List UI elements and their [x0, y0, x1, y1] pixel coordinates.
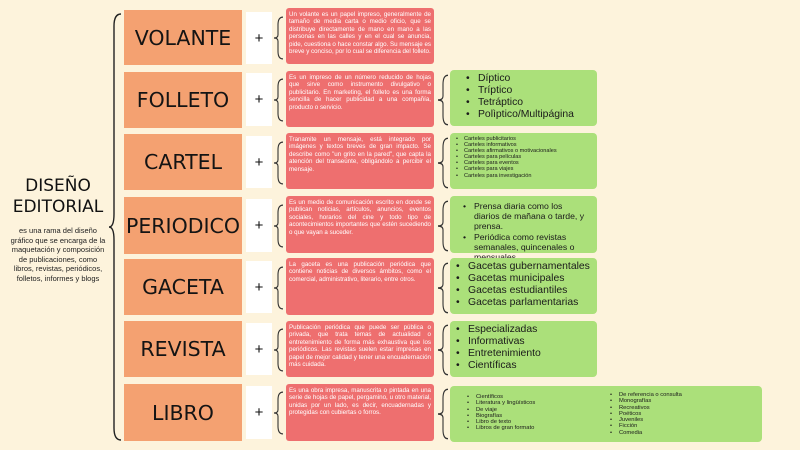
definition-cartel: Tranamite un mensaje, está integrado por imágenes y textos breves de gran impacto. Se describe como "un grito en la pared", que capta la atención del transeúnte, obligándolo a percibir el mensaje. [286, 133, 434, 189]
expand-button-folleto[interactable]: + [246, 73, 272, 126]
main-brace [108, 14, 122, 440]
type-item: • Carteles para viajes [464, 166, 597, 172]
brace-libro [273, 391, 284, 435]
type-item: • Juveniles [619, 417, 762, 423]
type-item: • De referencia o consulta [619, 392, 762, 398]
category-libro: LIBRO [124, 384, 242, 441]
type-item: • Periódica como revistas semanales, quincenales o [474, 232, 589, 263]
types-folleto [450, 70, 597, 126]
category-periodico: PERIODICO [124, 197, 242, 254]
types-brace-periodico [437, 200, 449, 252]
type-item: • Especializadas [468, 324, 597, 336]
definition-periodico: Es un medio de comunicación escrito en donde se publican noticias, artículos, anuncios, eventos sociales, horarios del cine y todo tipo de acontecimientos importantes que estén sucediendo o que vayan a suceder. [286, 196, 434, 253]
type-item: • Gacetas estudiantiles [468, 285, 597, 297]
type-item: • Científicas [468, 360, 597, 372]
root-title-line1: DISEÑO [25, 176, 91, 196]
types-brace-folleto [437, 74, 449, 126]
type-item: • Libro de texto [476, 419, 619, 425]
type-item: • Tríptico [478, 85, 597, 97]
types-libro-col2 [619, 392, 762, 442]
type-item: • Científicos [476, 394, 619, 400]
expand-button-gaceta[interactable]: + [246, 261, 272, 313]
type-item: • Monografías [619, 398, 762, 404]
brace-revista [273, 328, 284, 372]
brace-periodico [273, 204, 284, 248]
type-item: • Polìptico/Multipágina [478, 109, 597, 121]
type-item: • Carteles afirmativos o motivacionales [464, 148, 597, 154]
brace-folleto [273, 78, 284, 122]
type-item: • Carteles para eventos [464, 160, 597, 166]
expand-button-cartel[interactable]: + [246, 136, 272, 188]
type-item: • Tetráptico [478, 97, 597, 109]
types-brace-revista [437, 324, 449, 376]
definition-volante: Un volante es un papel impreso, generalmente de tamaño de media carta o medio oficio, que se distribuye directamente de mano en mano a las personas en las calles y en el cual se anuncia, pide, cuestiona o hace constar algo. Su mensaje es breve y conciso, por lo cual se diferencia del folleto. [286, 8, 434, 64]
type-item: • Carteles para películas [464, 154, 597, 160]
category-cartel: CARTEL [124, 134, 242, 190]
types-periodico [450, 196, 597, 253]
expand-button-periodico[interactable]: + [246, 199, 272, 252]
types-brace-libro [437, 388, 449, 440]
brace-cartel [273, 141, 284, 185]
types-cartel [450, 133, 597, 189]
root-title-line2: EDITORIAL [12, 197, 104, 217]
brace-gaceta [273, 266, 284, 310]
type-item: • Gacetas parlamentarias [468, 297, 597, 309]
root-description: es una rama del diseño gráfico que se encarga de la maquetación y composición de publicaciones, como libros, revistas, periódicos, folletos, informes y blogs [10, 226, 106, 283]
brace-volante [273, 16, 284, 60]
types-revista [450, 321, 597, 377]
type-item: • Recreativos [619, 405, 762, 411]
type-item: • Gacetas gubernamentales [468, 261, 597, 273]
type-item: • Comedia [619, 430, 762, 436]
expand-button-revista[interactable]: + [246, 323, 272, 375]
type-item: • Prensa diaria como los diarios de mañana o tarde, y prensa. [474, 201, 589, 232]
type-item: • Carteles para investigación [464, 173, 597, 179]
category-volante: VOLANTE [124, 10, 242, 65]
types-libro-col1 [476, 394, 619, 442]
type-item: • Libros de gran formato [476, 425, 619, 431]
type-item: • Carteles publicitarios [464, 136, 597, 142]
expand-button-libro[interactable]: + [246, 386, 272, 439]
type-item: • De viaje [476, 407, 619, 413]
type-item: • Biografías [476, 413, 619, 419]
expand-button-volante[interactable]: + [246, 12, 272, 64]
category-folleto: FOLLETO [124, 72, 242, 128]
type-item: • Carteles informativos [464, 142, 597, 148]
category-gaceta: GACETA [124, 259, 242, 315]
definition-revista: Publicación periódica que puede ser pública o privada, que trata temas de actualidad o entretenimiento de forma más exhaustiva que los periódicos. Las revistas suelen estar impresas en papel de mejor calidad y tener una encuadernación más cuidada. [286, 321, 434, 377]
types-gaceta [450, 258, 597, 314]
types-libro [450, 386, 762, 442]
root-title [8, 176, 108, 218]
type-item: • Entretenimiento [468, 348, 597, 360]
definition-folleto: Es un impreso de un número reducido de hojas que sirve como instrumento divulgativo o publicitario. En marketing, el folleto es una forma sencilla de hacer publicidad a una compañía, producto o servicio. [286, 71, 434, 127]
type-item: • Díptico [478, 73, 597, 85]
definition-libro: Es una obra impresa, manuscrita o pintada en una serie de hojas de papel, pergamino, u otro material, unidas por un lado, es decir, encuadernadas y protegidas con cubiertas o forros. [286, 384, 434, 441]
types-brace-cartel [437, 137, 449, 189]
types-brace-gaceta [437, 262, 449, 314]
definition-gaceta: La gaceta es una publicación periódica que contiene noticias de diversos ámbitos, como el comercial, administrativo, literario, entre otros. [286, 258, 434, 315]
category-revista: REVISTA [124, 321, 242, 377]
type-item: • Gacetas municipales [468, 273, 597, 285]
type-item: • Poéticos [619, 411, 762, 417]
type-item: • Ficción [619, 423, 762, 429]
type-item: • Informativas [468, 336, 597, 348]
type-item: • Literatura y lingüísticos [476, 400, 619, 406]
